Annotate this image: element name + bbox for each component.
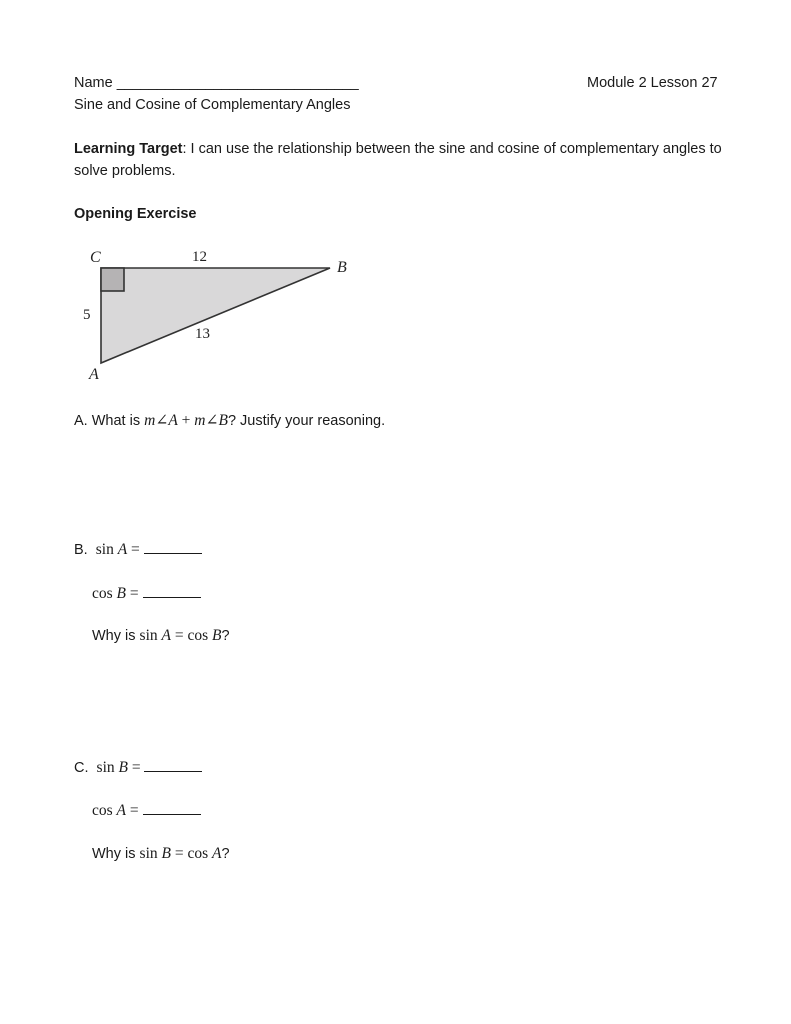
question-b-line2 [92, 585, 201, 603]
sin-fn: sin [95, 541, 114, 558]
right-angle-marker-icon [101, 268, 124, 291]
question-a-tail: ? Justify your reasoning. [227, 413, 386, 429]
angle-symbol: ∠ [155, 412, 169, 429]
triangle-figure [78, 245, 368, 390]
math-var: B [118, 759, 128, 776]
module-lesson: Module 2 Lesson 27 [587, 75, 718, 91]
math-var: A [168, 412, 178, 429]
triangle-shape [101, 268, 330, 363]
plus-sign: + [177, 412, 195, 429]
question-b-label: B. [74, 542, 88, 558]
vertex-b-label: B [337, 259, 347, 276]
math-var: B [116, 585, 127, 602]
opening-exercise-heading: Opening Exercise [74, 206, 197, 222]
math-var: B [161, 845, 171, 862]
answer-blank-sin-a[interactable] [144, 552, 202, 554]
why-prefix: Why is [92, 846, 140, 862]
side-cb-label: 12 [192, 249, 207, 265]
equals-sign: = [127, 759, 145, 776]
cos-fn: cos [187, 845, 209, 862]
answer-blank-cos-a[interactable] [143, 813, 201, 815]
learning-target-line2: solve problems. [74, 163, 176, 179]
question-c-line2 [92, 802, 201, 820]
answer-blank-cos-b[interactable] [143, 596, 201, 598]
question-mark: ? [221, 628, 230, 644]
equals-sign: = [127, 541, 144, 558]
question-a-label: A. What is [74, 413, 145, 429]
cos-fn: cos [92, 802, 113, 819]
name-label: Name [74, 75, 113, 91]
question-c-label: C. [74, 760, 89, 776]
equals-sign: = [170, 627, 188, 644]
right-triangle-diagram [78, 245, 368, 390]
why-prefix: Why is [92, 628, 140, 644]
math-var: A [117, 541, 128, 558]
question-mark: ? [221, 846, 230, 862]
vertex-a-label: A [89, 366, 99, 383]
question-c-line1 [74, 759, 202, 777]
sin-fn: sin [96, 759, 115, 776]
question-c-why [92, 845, 230, 863]
math-var: B [218, 412, 228, 429]
math-m: m [144, 412, 156, 429]
cos-fn: cos [92, 585, 113, 602]
answer-blank-sin-b[interactable] [144, 770, 202, 772]
math-var: B [212, 627, 222, 644]
math-var: A [161, 627, 171, 644]
sin-fn: sin [139, 627, 158, 644]
side-ab-label: 13 [195, 326, 210, 342]
learning-target-text: : I can use the relationship between the sine and cosine of complementary angles to [182, 141, 722, 157]
learning-target [74, 141, 722, 157]
side-ca-label: 5 [83, 307, 91, 323]
learning-target-label: Learning Target [74, 141, 183, 157]
equals-sign: = [170, 845, 188, 862]
page-title: Sine and Cosine of Complementary Angles [74, 97, 351, 113]
question-a [74, 411, 385, 430]
equals-sign: = [126, 802, 143, 819]
math-m: m [194, 412, 206, 429]
name-field[interactable]: ______________________________ [116, 75, 359, 91]
cos-fn: cos [187, 627, 209, 644]
question-b-why [92, 627, 230, 645]
math-var: A [212, 845, 222, 862]
angle-symbol: ∠ [205, 412, 219, 429]
question-b-line1 [74, 541, 202, 559]
name-line [74, 75, 359, 91]
math-var: A [116, 802, 127, 819]
equals-sign: = [126, 585, 143, 602]
vertex-c-label: C [90, 249, 101, 266]
sin-fn: sin [139, 845, 158, 862]
